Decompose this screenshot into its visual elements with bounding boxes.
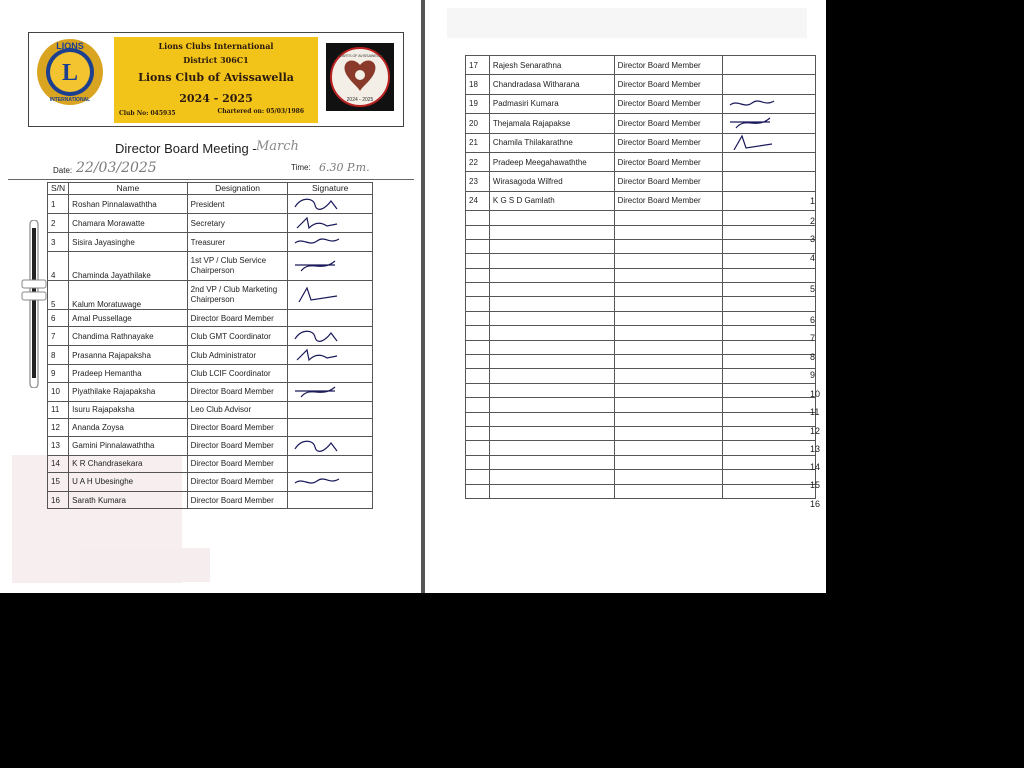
sn-cell: 24 [466,191,490,210]
signature-cell [288,401,373,418]
name-cell: Gamini Pinnalawaththa [69,436,187,455]
blank-row [466,426,816,440]
name-cell: Rajesh Senarathna [489,56,614,75]
blank-cell [466,369,490,383]
signature-icon [291,195,347,211]
blank-cell [489,484,614,498]
sn-cell: 8 [48,346,69,365]
signature-icon [291,327,347,343]
blank-row [466,484,816,498]
table-row [466,191,816,210]
signature-cell [723,75,816,94]
blank-cell [466,297,490,311]
blank-row [466,239,816,253]
sn-cell: 5 [48,281,69,310]
paper-stain [80,548,210,582]
margin-number: 6 [810,315,816,325]
name-cell: Pradeep Meegahawaththe [489,152,614,171]
blank-cell [614,412,723,426]
table-row [466,152,816,171]
blank-cell [489,412,614,426]
signature-icon [291,437,347,453]
meeting-month: March [256,139,299,154]
margin-number: 5 [810,284,816,294]
blank-cell [723,283,816,297]
date-label: Date: [53,166,73,175]
sn-cell: 4 [48,252,69,281]
margin-number: 2 [810,216,816,226]
name-cell: Chandima Rathnayake [69,327,187,346]
table-row [48,195,373,214]
signature-cell [723,94,816,113]
designation-cell: Treasurer [187,233,288,252]
designation-cell: President [187,195,288,214]
signature-cell [288,310,373,327]
margin-number: 12 [810,426,821,436]
blank-cell [614,239,723,253]
signature-cell [288,214,373,233]
blank-cell [489,254,614,268]
designation-cell: 1st VP / Club Service Chairperson [187,252,288,281]
sn-cell: 2 [48,214,69,233]
name-cell: K G S D Gamlath [489,191,614,210]
signature-cell [288,436,373,455]
blank-cell [723,268,816,282]
table-row [466,94,816,113]
blank-cell [489,426,614,440]
designation-cell: Director Board Member [614,191,723,210]
blank-cell [723,412,816,426]
signature-icon [291,286,347,302]
sn-cell: 3 [48,233,69,252]
name-cell: K R Chandrasekara [69,455,187,472]
table-row [48,310,373,327]
table-row [466,75,816,94]
signature-cell [288,455,373,472]
blank-cell [723,225,816,239]
signature-cell [288,365,373,382]
sn-cell: 15 [48,472,69,491]
blank-cell [614,455,723,469]
blank-cell [614,283,723,297]
blank-cell [614,311,723,325]
table-row [466,56,816,75]
designation-cell: Director Board Member [187,472,288,491]
emblem-year: 2024 - 2025 [346,97,374,103]
margin-number: 4 [810,253,816,263]
table-row [466,133,816,152]
date-value: 22/03/2025 [76,160,157,176]
margin-number: 1 [810,196,816,206]
designation-cell: Director Board Member [614,133,723,152]
header-rule [8,179,414,180]
sn-cell: 14 [48,455,69,472]
blank-cell [489,326,614,340]
blank-row [466,455,816,469]
sn-cell: 13 [48,436,69,455]
designation-cell: Club LCIF Coordinator [187,365,288,382]
table-row [48,327,373,346]
blank-row [466,311,816,325]
blank-cell [489,455,614,469]
signature-cell [288,382,373,401]
blank-row [466,412,816,426]
col-header-designation: Designation [187,183,288,195]
blank-cell [614,268,723,282]
table-row [48,472,373,491]
name-cell: Thejamala Rajapakse [489,114,614,133]
col-header-name: Name [69,183,187,195]
blank-cell [466,225,490,239]
blank-cell [614,211,723,225]
blank-cell [723,455,816,469]
blank-row [466,283,816,297]
blank-cell [489,340,614,354]
table-row [48,436,373,455]
signature-cell [723,172,816,191]
designation-cell: 2nd VP / Club Marketing Chairperson [187,281,288,310]
blank-cell [614,254,723,268]
blank-row [466,369,816,383]
binder-clip-icon [21,220,47,388]
designation-cell: Director Board Member [614,94,723,113]
margin-number: 10 [810,389,821,399]
signature-icon [726,134,782,150]
margin-number: 14 [810,462,821,472]
name-cell: Chandradasa Witharana [489,75,614,94]
blank-cell [723,369,816,383]
sn-cell: 11 [48,401,69,418]
name-cell: Kalum Moratuwage [69,281,187,310]
lions-logo-icon [35,37,105,107]
name-cell: Amal Pussellage [69,310,187,327]
club-number: Club No: 045935 [119,110,176,117]
signature-icon [291,346,347,362]
time-label: Time: [291,163,311,172]
blank-cell [489,225,614,239]
sn-cell: 22 [466,152,490,171]
signature-cell [288,419,373,436]
blank-cell [614,470,723,484]
designation-cell: Director Board Member [187,491,288,508]
blank-cell [489,283,614,297]
blank-row [466,225,816,239]
blank-cell [466,254,490,268]
name-cell: Piyathilake Rajapaksha [69,382,187,401]
signature-icon [291,473,347,489]
name-cell: Prasanna Rajapaksha [69,346,187,365]
blank-cell [614,441,723,455]
club-header [28,32,404,127]
table-row [48,491,373,508]
blank-cell [614,340,723,354]
lions-logo-letter: L [61,60,79,86]
sn-cell: 12 [48,419,69,436]
blank-cell [614,484,723,498]
club-banner [114,37,318,123]
blank-cell [466,340,490,354]
blank-row [466,297,816,311]
table-row [48,455,373,472]
signature-cell [723,133,816,152]
club-year: 2024 - 2025 [179,92,253,105]
blank-cell [489,297,614,311]
blank-cell [614,369,723,383]
blank-cell [723,355,816,369]
blank-cell [723,326,816,340]
blank-cell [466,412,490,426]
name-cell: Isuru Rajapaksha [69,401,187,418]
margin-number: 16 [810,499,821,509]
blank-cell [489,268,614,282]
name-cell: Chamara Morawatte [69,214,187,233]
time-value: 6.30 P.m. [319,161,370,174]
blank-cell [466,470,490,484]
sn-cell: 10 [48,382,69,401]
sn-cell: 7 [48,327,69,346]
blank-cell [723,426,816,440]
signature-icon [291,257,347,273]
name-cell: Chamila Thilakarathne [489,133,614,152]
col-header-signature: Signature [288,183,373,195]
blank-cell [489,441,614,455]
name-cell: Roshan Pinnalawaththa [69,195,187,214]
signature-icon [291,383,347,399]
meeting-title: Director Board Meeting - [115,141,257,156]
designation-cell: Director Board Member [614,152,723,171]
designation-cell: Secretary [187,214,288,233]
sn-cell: 9 [48,365,69,382]
org-name: Lions Clubs International [158,41,274,51]
designation-cell: Director Board Member [187,382,288,401]
name-cell: Pradeep Hemantha [69,365,187,382]
sn-cell: 16 [48,491,69,508]
table-row [48,382,373,401]
designation-cell: Leo Club Advisor [187,401,288,418]
table-row [48,214,373,233]
margin-number: 11 [810,407,820,417]
blank-row [466,470,816,484]
blank-cell [489,239,614,253]
signature-cell [723,191,816,210]
blank-cell [723,297,816,311]
blank-cell [614,398,723,412]
table-row [48,346,373,365]
designation-cell: Club GMT Coordinator [187,327,288,346]
signature-cell [288,327,373,346]
blank-cell [614,355,723,369]
blank-cell [466,484,490,498]
table-row [48,419,373,436]
name-cell: Sarath Kumara [69,491,187,508]
club-name: Lions Club of Avissawella [138,71,294,84]
blank-cell [723,441,816,455]
sn-cell: 6 [48,310,69,327]
left-page [0,0,421,593]
designation-cell: Director Board Member [187,310,288,327]
signature-icon [291,233,347,249]
district: District 306C1 [183,55,249,65]
sn-cell: 1 [48,195,69,214]
designation-cell: Director Board Member [614,56,723,75]
blank-row [466,211,816,225]
blank-row [466,355,816,369]
sn-cell: 19 [466,94,490,113]
blank-cell [489,311,614,325]
blank-cell [614,383,723,397]
col-header-sn: S/N [48,183,69,195]
blank-cell [466,311,490,325]
blank-cell [466,268,490,282]
margin-number: 3 [810,234,816,244]
chartered-date: Chartered on: 05/03/1986 [217,108,304,115]
designation-cell: Director Board Member [187,455,288,472]
blank-row [466,268,816,282]
signature-cell [288,491,373,508]
table-row [466,172,816,191]
designation-cell: Director Board Member [614,172,723,191]
blank-cell [614,326,723,340]
blank-cell [614,297,723,311]
club-emblem-icon [326,43,394,111]
blank-cell [723,254,816,268]
blank-row [466,340,816,354]
bleed-through [447,8,807,38]
signature-icon [291,214,347,230]
signature-icon [726,114,782,130]
blank-cell [723,239,816,253]
blank-cell [723,470,816,484]
blank-row [466,383,816,397]
blank-cell [489,383,614,397]
table-row [48,365,373,382]
blank-cell [723,484,816,498]
blank-cell [466,455,490,469]
blank-cell [466,283,490,297]
sn-cell: 23 [466,172,490,191]
blank-cell [466,441,490,455]
designation-cell: Director Board Member [187,419,288,436]
name-cell: Sisira Jayasinghe [69,233,187,252]
margin-number: 13 [810,444,821,454]
designation-cell: Director Board Member [614,114,723,133]
blank-cell [723,398,816,412]
blank-row [466,441,816,455]
right-page [425,0,826,593]
blank-cell [466,383,490,397]
signature-cell [288,346,373,365]
designation-cell: Director Board Member [187,436,288,455]
sn-cell: 20 [466,114,490,133]
signature-cell [288,252,373,281]
name-cell: Chaminda Jayathilake [69,252,187,281]
sn-cell: 18 [466,75,490,94]
signature-cell [723,114,816,133]
blank-cell [723,383,816,397]
name-cell: U A H Ubesinghe [69,472,187,491]
lions-logo-text: LIONS [56,41,84,51]
blank-cell [489,369,614,383]
signature-cell [288,472,373,491]
table-header-row [48,183,373,195]
designation-cell: Club Administrator [187,346,288,365]
sn-cell: 17 [466,56,490,75]
blank-cell [489,211,614,225]
blank-cell [614,225,723,239]
name-cell: Wirasagoda Wilfred [489,172,614,191]
blank-cell [723,340,816,354]
attendance-table-left [47,182,373,509]
signature-cell [288,281,373,310]
table-row [48,252,373,281]
table-row [48,281,373,310]
blank-cell [466,355,490,369]
signature-cell [723,56,816,75]
signature-icon [726,95,782,111]
margin-number: 8 [810,352,816,362]
margin-number: 15 [810,480,821,490]
blank-row [466,398,816,412]
table-row [466,114,816,133]
blank-cell [466,426,490,440]
signature-cell [288,195,373,214]
blank-cell [466,398,490,412]
attendance-table-right [465,55,816,499]
blank-cell [466,239,490,253]
margin-number: 7 [810,333,816,343]
blank-cell [466,211,490,225]
name-cell: Ananda Zoysa [69,419,187,436]
table-row [48,401,373,418]
signature-cell [723,152,816,171]
blank-cell [466,326,490,340]
blank-cell [723,211,816,225]
lions-logo-sub: INTERNATIONAL [49,97,91,103]
designation-cell: Director Board Member [614,75,723,94]
blank-cell [614,426,723,440]
blank-cell [489,398,614,412]
blank-cell [489,355,614,369]
blank-row [466,254,816,268]
sn-cell: 21 [466,133,490,152]
blank-cell [723,311,816,325]
name-cell: Padmasiri Kumara [489,94,614,113]
blank-cell [489,470,614,484]
table-row [48,233,373,252]
blank-row [466,326,816,340]
margin-number: 9 [810,370,816,380]
signature-cell [288,233,373,252]
emblem-text: HEARTS OF AVISSAWELLA [336,54,384,58]
